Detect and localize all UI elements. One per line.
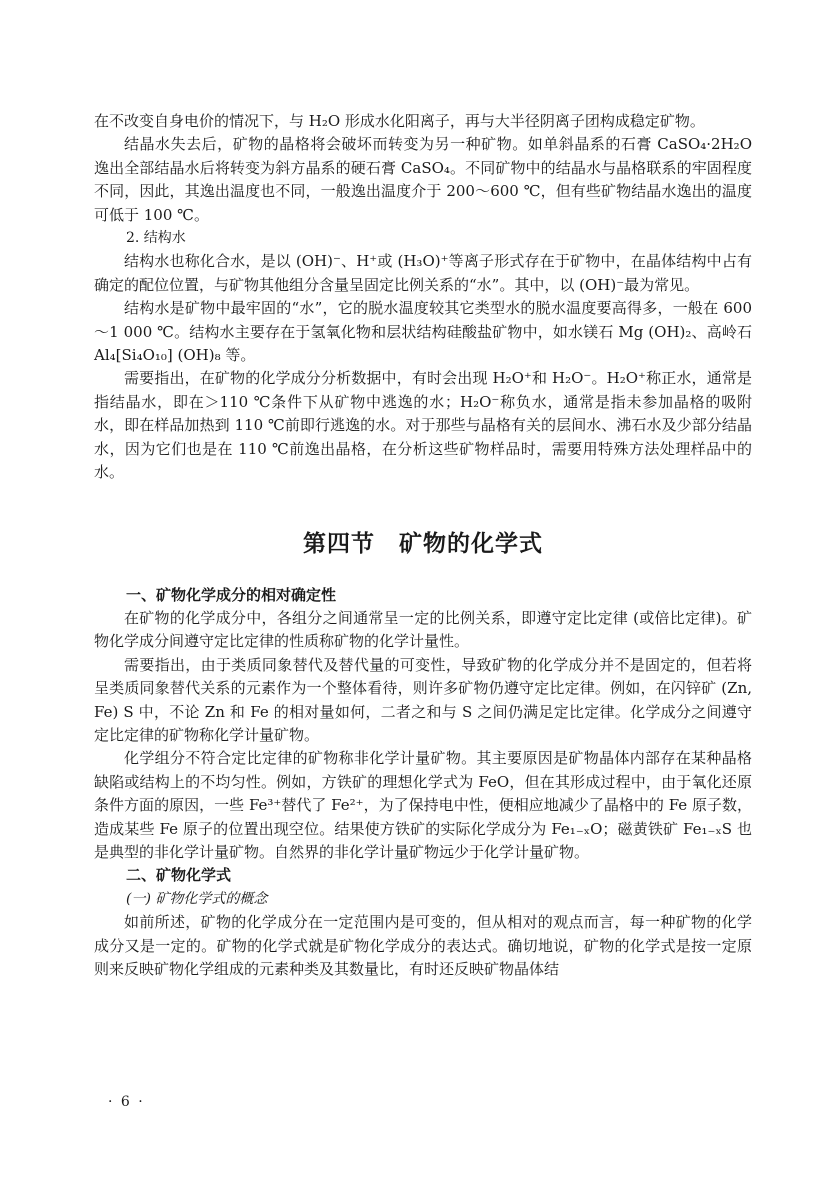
heading-chemical-formula: 二、矿物化学式	[126, 866, 232, 885]
paragraph: 在不改变自身电价的情况下，与 H₂O 形成水化阳离子，再与大半径阴离子团构成稳定矿物。	[94, 112, 705, 130]
heading-relative-determinacy: 一、矿物化学成分的相对确定性	[126, 585, 337, 604]
page-body	[94, 110, 752, 981]
page-number: · 6 ·	[108, 1094, 145, 1110]
subheading-formula-concept: (一) 矿物化学式的概念	[126, 890, 268, 907]
paragraph: 需要指出，由于类质同象替代及替代量的可变性，导致矿物的化学成分并不是固定的，但若将呈类质同象替代关系的元素作为一个整体看待，则许多矿物仍遵守定比定律。例如，在闪锌矿 (Zn, Fe) S 中，不论 Zn 和 Fe 的相对量如何，二者之和与 S 之间仍满足定比定律。化学成分之间遵守定比定律的矿物称化学计量矿物。	[94, 655, 752, 744]
subheading-structural-water: 2. 结构水	[126, 230, 186, 247]
paragraph: 化学组分不符合定比定律的矿物称非化学计量矿物。其主要原因是矿物晶体内部存在某种晶格缺陷或结构上的不均匀性。例如，方铁矿的理想化学式为 FeO，但在其形成过程中，由于氧化还原条件方面的原因，一些 Fe³⁺替代了 Fe²⁺，为了保持电中性，便相应地减少了晶格中的 Fe 原子数，造成某些 Fe 原子的位置出现空位。结果使方铁矿的实际化学成分为 Fe₁₋ₓO；磁黄铁矿 Fe₁₋ₓS 也是典型的非化学计量矿物。自然界的非化学计量矿物远少于化学计量矿物。	[94, 749, 752, 861]
paragraph: 结构水也称化合水，是以 (OH)⁻、H⁺或 (H₃O)⁺等离子形式存在于矿物中，在晶体结构中占有确定的配位位置，与矿物其他组分含量呈固定比例关系的“水”。其中，以 (OH)⁻最为常见。	[94, 252, 752, 294]
paragraph: 需要指出，在矿物的化学成分分析数据中，有时会出现 H₂O⁺和 H₂O⁻。H₂O⁺称正水，通常是指结晶水，即在＞110 ℃条件下从矿物中逃逸的水；H₂O⁻称负水，通常是指未参加晶格的吸附水，即在样品加热到 110 ℃前即行逃逸的水。对于那些与晶格有关的层间水、沸石水及少部分结晶水，因为它们也是在 110 ℃前逸出晶格，在分析这些矿物样品时，需要用特殊方法处理样品中的水。	[94, 369, 752, 482]
paragraph: 结晶水失去后，矿物的晶格将会破坏而转变为另一种矿物。如单斜晶系的石膏 CaSO₄·2H₂O 逸出全部结晶水后将转变为斜方晶系的硬石膏 CaSO₄。不同矿物中的结晶水与晶格联系的牢固程度不同，因此，其逸出温度也不同，一般逸出温度介于 200～600 ℃，但有些矿物结晶水逸出的温度可低于 100 ℃。	[94, 135, 752, 224]
section-title: 第四节 矿物的化学式	[303, 530, 543, 557]
paragraph: 如前所述，矿物的化学成分在一定范围内是可变的，但从相对的观点而言，每一种矿物的化学成分又是一定的。矿物的化学式就是矿物化学成分的表达式。确切地说，矿物的化学式是按一定原则来反映矿物化学组成的元素种类及其数量比，有时还反映矿物晶体结	[94, 913, 752, 978]
paragraph: 在矿物的化学成分中，各组分之间通常呈一定的比例关系，即遵守定比定律 (或倍比定律)。矿物化学成分间遵守定比定律的性质称矿物的化学计量性。	[94, 608, 752, 651]
paragraph: 结构水是矿物中最牢固的“水”，它的脱水温度较其它类型水的脱水温度要高得多，一般在 600～1 000 ℃。结构水主要存在于氢氧化物和层状结构硅酸盐矿物中，如水镁石 Mg (OH)₂、高岭石 Al₄[Si₄O₁₀] (OH)₈ 等。	[94, 299, 752, 365]
